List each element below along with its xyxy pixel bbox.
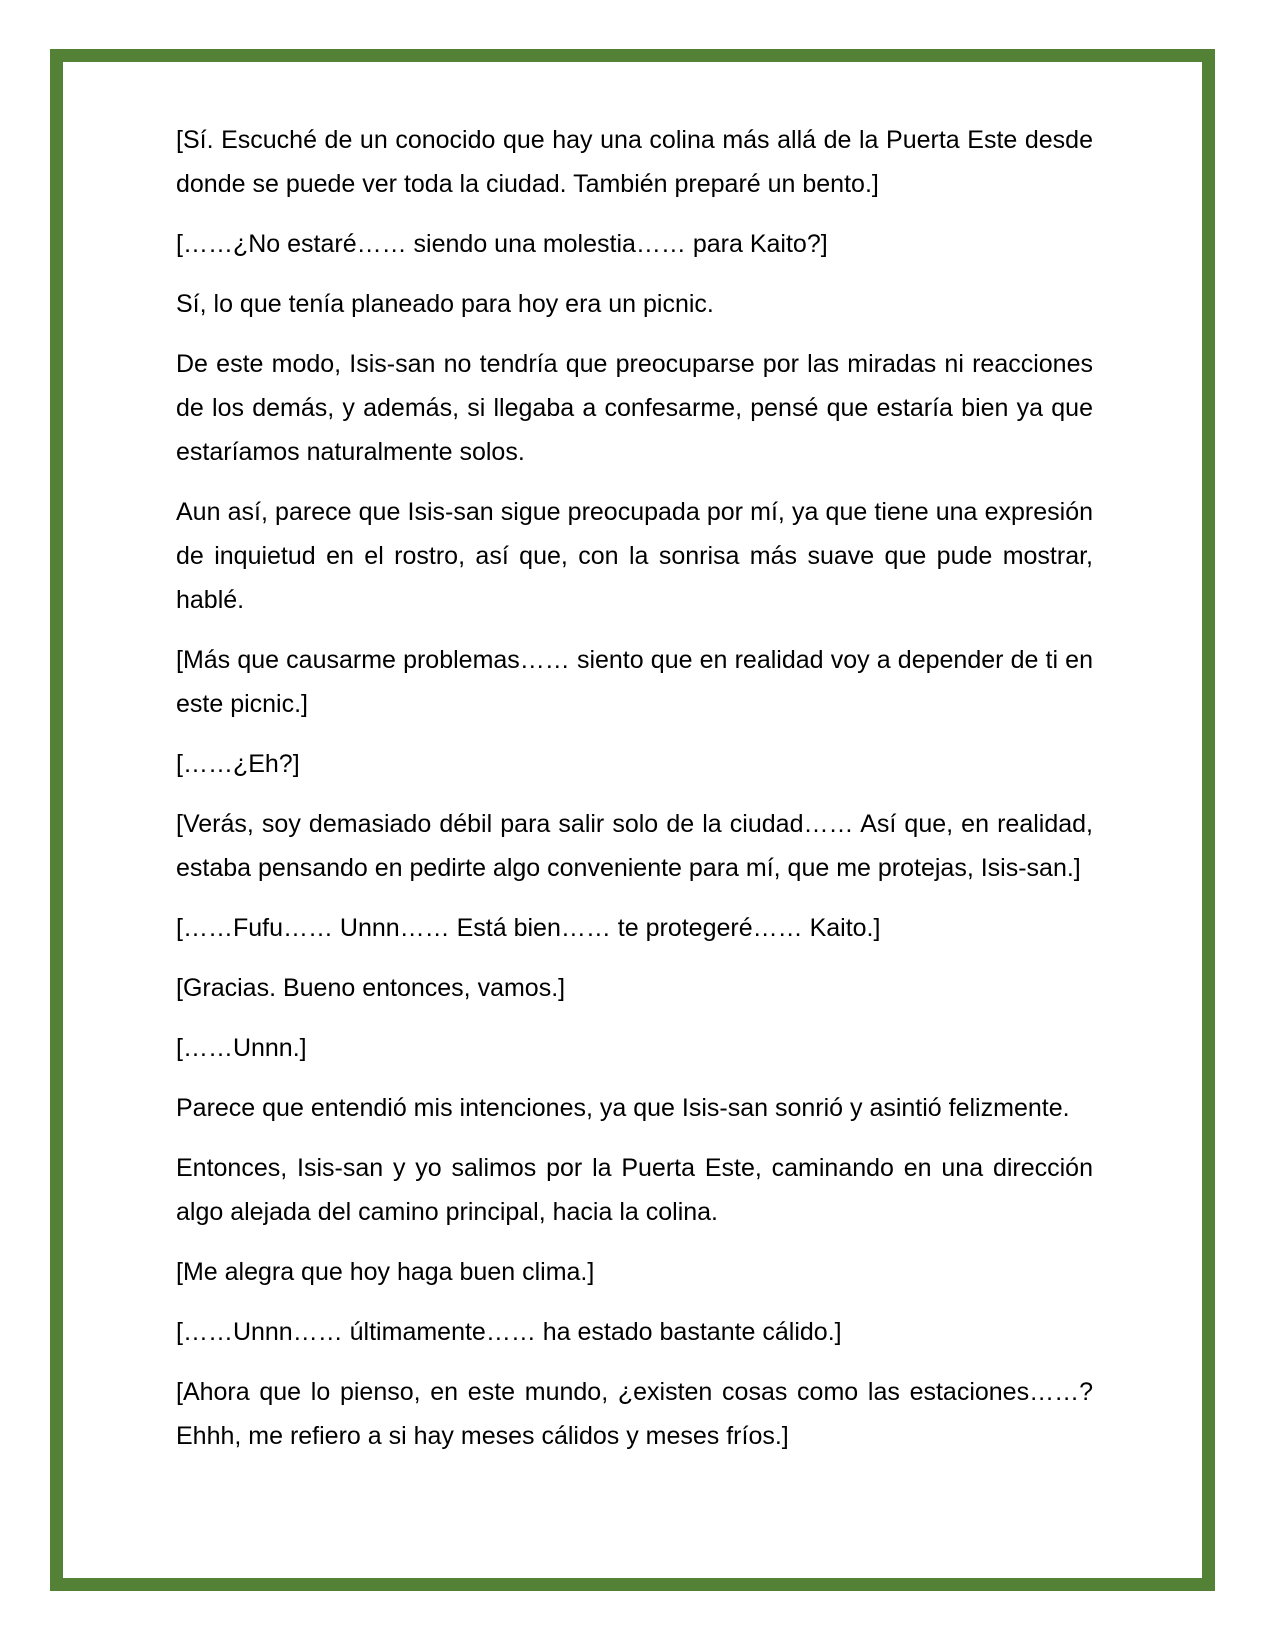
paragraph: [……Unnn.] [176, 1034, 307, 1062]
paragraph: [Verás, soy demasiado débil para salir solo de la ciudad…… Así que, en realidad, estaba pensando en pedirte algo conveniente para mí, que me protejas, Isis-san.] [176, 810, 1093, 882]
paragraph: Entonces, Isis-san y yo salimos por la Puerta Este, caminando en una dirección algo alejada del camino principal, hacia la colina. [176, 1154, 1093, 1226]
paragraph: [Gracias. Bueno entonces, vamos.] [176, 974, 566, 1002]
paragraph: [……¿Eh?] [176, 750, 300, 778]
paragraph: Aun así, parece que Isis-san sigue preocupada por mí, ya que tiene una expresión de inquietud en el rostro, así que, con la sonrisa más suave que pude mostrar, hablé. [176, 498, 1093, 614]
page-content [176, 118, 1093, 1474]
paragraph: [……Fufu…… Unnn…… Está bien…… te protegeré…… Kaito.] [176, 914, 881, 942]
paragraph: [……¿No estaré…… siendo una molestia…… para Kaito?] [176, 230, 828, 258]
paragraph: [……Unnn…… últimamente…… ha estado bastante cálido.] [176, 1318, 842, 1346]
paragraph: [Sí. Escuché de un conocido que hay una colina más allá de la Puerta Este desde donde se puede ver toda la ciudad. También preparé un bento.] [176, 126, 1093, 198]
paragraph: [Más que causarme problemas…… siento que en realidad voy a depender de ti en este picnic.] [176, 646, 1093, 718]
paragraph: Parece que entendió mis intenciones, ya que Isis-san sonrió y asintió felizmente. [176, 1094, 1070, 1122]
paragraph: [Me alegra que hoy haga buen clima.] [176, 1258, 595, 1286]
paragraph: [Ahora que lo pienso, en este mundo, ¿existen cosas como las estaciones……? Ehhh, me refiero a si hay meses cálidos y meses fríos.] [176, 1378, 1093, 1450]
paragraph: Sí, lo que tenía planeado para hoy era un picnic. [176, 290, 714, 318]
paragraph: De este modo, Isis-san no tendría que preocuparse por las miradas ni reacciones de los demás, y además, si llegaba a confesarme, pensé que estaría bien ya que estaríamos naturalmente solos. [176, 350, 1093, 466]
